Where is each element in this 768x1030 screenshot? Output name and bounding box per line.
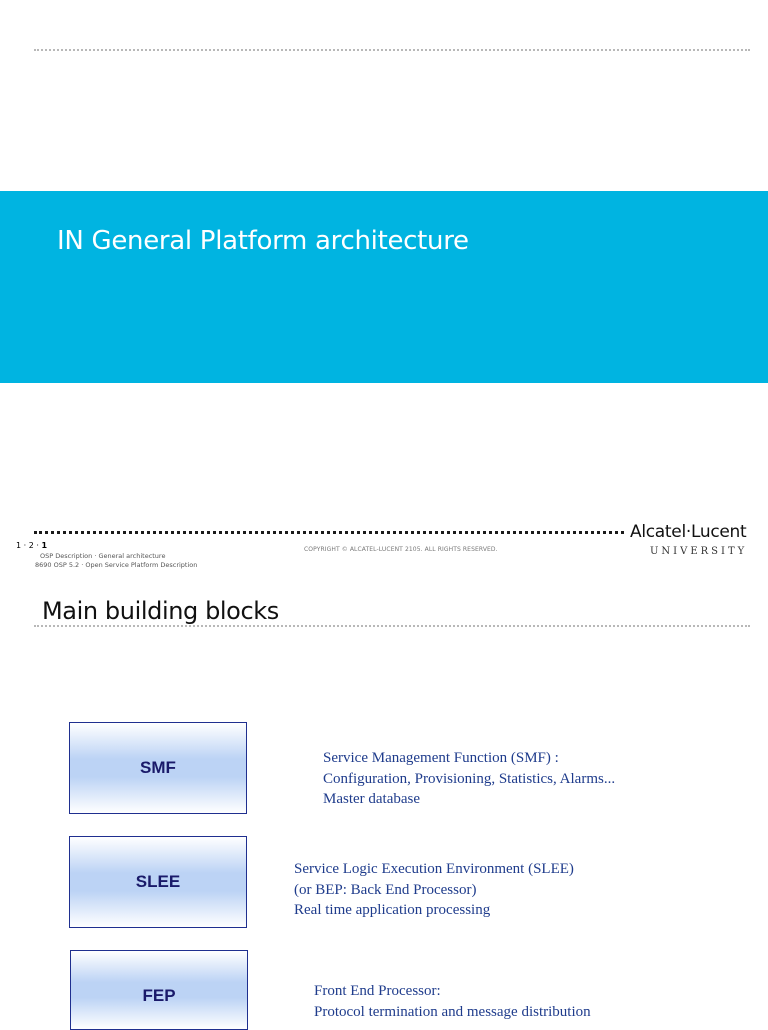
smf-block	[69, 722, 247, 814]
page-number-prefix: 1 · 2 ·	[16, 541, 42, 550]
footer-divider	[34, 531, 624, 534]
smf-description-line: Master database	[323, 791, 421, 807]
fep-block	[70, 950, 248, 1030]
slee-block-label: SLEE	[135, 872, 181, 891]
smf-description-line: Configuration, Provisioning, Statistics, Alarms...	[323, 770, 616, 787]
smf-block-label: SMF	[140, 758, 176, 777]
section-divider	[34, 625, 750, 627]
logo-name: Alcatel·Lucent	[630, 522, 747, 542]
slee-description-line: (or BEP: Back End Processor)	[294, 881, 477, 898]
slee-description-line: Real time application processing	[294, 902, 491, 918]
smf-description	[323, 748, 615, 810]
smf-description-line: Service Management Function (SMF) :	[323, 750, 559, 766]
title-band	[0, 191, 768, 383]
logo-subtitle: UNIVERSITY	[650, 546, 748, 557]
top-divider	[34, 49, 750, 51]
footer-line-1: OSP Description · General architecture	[40, 552, 166, 560]
page-number	[16, 541, 47, 550]
fep-block-label: FEP	[142, 986, 176, 1005]
slide-title: IN General Platform architecture	[57, 226, 469, 256]
slee-description	[294, 859, 574, 921]
copyright-notice: COPYRIGHT © ALCATEL-LUCENT 2105. ALL RIGHTS RESERVED.	[304, 546, 498, 553]
company-logo	[630, 522, 750, 562]
page-number-current: 1	[41, 541, 48, 550]
section-title: Main building blocks	[42, 597, 279, 625]
slee-block	[69, 836, 247, 928]
footer-line-2: 8690 OSP 5.2 · Open Service Platform Description	[35, 561, 198, 569]
fep-description-line: Front End Processor:	[314, 983, 441, 999]
fep-description-line: Protocol termination and message distribution	[314, 1003, 591, 1020]
fep-description	[314, 981, 591, 1022]
slee-description-line: Service Logic Execution Environment (SLEE)	[294, 861, 574, 877]
